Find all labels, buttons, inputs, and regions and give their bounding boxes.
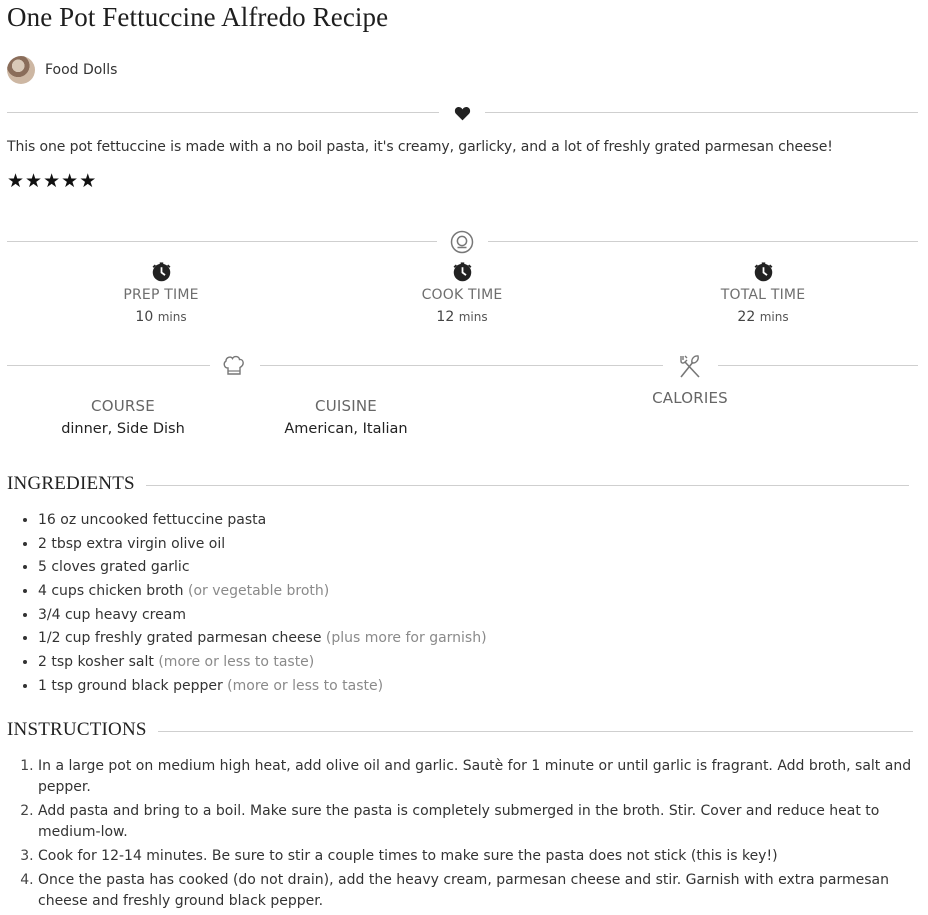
timer-icon [449, 229, 475, 255]
divider-line [146, 485, 909, 486]
cook-time-value [362, 309, 562, 325]
star-icon[interactable]: ★ [7, 170, 25, 192]
star-icon[interactable]: ★ [43, 170, 61, 192]
author-block[interactable] [7, 56, 117, 84]
ingredient-text: 3/4 cup heavy cream [38, 606, 186, 623]
ingredient-note: (plus more for garnish) [321, 630, 487, 647]
recipe-summary: This one pot fettuccine is made with a no boil pasta, it's creamy, garlicky, and a lot of freshly grated parmesan cheese! [7, 139, 833, 155]
chef-hat-icon [220, 354, 248, 378]
ingredient-item [38, 510, 487, 534]
prep-time-unit: mins [157, 310, 187, 324]
instructions-list [20, 756, 928, 915]
ingredient-text: 2 tbsp extra virgin olive oil [38, 535, 226, 552]
ingredient-item [38, 676, 487, 700]
prep-time-value [61, 309, 261, 325]
divider-line [260, 365, 463, 366]
total-time [663, 262, 863, 325]
star-icon[interactable]: ★ [25, 170, 43, 192]
ingredient-item [38, 534, 487, 558]
total-time-number: 22 [737, 309, 756, 325]
ingredient-text: 4 cups chicken broth [38, 583, 184, 600]
clock-icon [151, 262, 172, 283]
fork-knife-icon [676, 354, 704, 380]
prep-time [61, 262, 261, 325]
divider-line [158, 731, 913, 732]
calories-info [590, 389, 790, 407]
instructions-heading: INSTRUCTIONS [7, 719, 147, 740]
instruction-step: 3. Cook for 12-14 minutes. Be sure to stir a couple times to make sure the pasta does not stick (this is key!) [38, 846, 928, 867]
cuisine-label: CUISINE [315, 397, 377, 415]
prep-time-label: PREP TIME [123, 287, 199, 303]
ingredient-text: 2 tsp kosher salt [38, 654, 154, 671]
ingredient-item [38, 628, 487, 652]
course-info [23, 397, 223, 437]
ingredient-item [38, 557, 487, 581]
recipe-title: One Pot Fettuccine Alfredo Recipe [7, 2, 389, 32]
author-name[interactable]: Food Dolls [45, 62, 118, 78]
divider-line [7, 241, 437, 242]
divider-line [7, 365, 210, 366]
cook-time-number: 12 [436, 309, 455, 325]
divider-line [7, 112, 439, 113]
cuisine-value: American, Italian [284, 421, 408, 437]
instruction-step: 2. Add pasta and bring to a boil. Make sure the pasta is completely submerged in the broth. Stir. Cover and reduce heat to medium-low. [38, 801, 928, 843]
ingredient-item [38, 581, 487, 605]
total-time-unit: mins [759, 310, 789, 324]
total-time-value [663, 309, 863, 325]
divider-line [488, 241, 918, 242]
course-label: COURSE [91, 397, 155, 415]
cook-time-unit: mins [458, 310, 488, 324]
ingredient-text: 5 cloves grated garlic [38, 559, 190, 576]
heart-icon [450, 104, 474, 122]
avatar[interactable] [7, 56, 35, 84]
ingredient-note: (more or less to taste) [153, 654, 315, 671]
rating-stars[interactable] [7, 172, 96, 191]
star-icon[interactable]: ★ [79, 170, 97, 192]
course-value: dinner, Side Dish [61, 421, 185, 437]
cuisine-info [246, 397, 446, 437]
calories-label: CALORIES [652, 389, 728, 407]
ingredient-note: (or vegetable broth) [183, 583, 330, 600]
ingredient-item [38, 652, 487, 676]
ingredients-heading: INGREDIENTS [7, 473, 135, 494]
instruction-step: 4. Once the pasta has cooked (do not drain), add the heavy cream, parmesan cheese and stir. Garnish with extra parmesan cheese and freshly ground black pepper. [38, 870, 928, 912]
cook-time-label: COOK TIME [421, 287, 503, 303]
ingredient-note: (more or less to taste) [222, 677, 384, 694]
clock-icon [452, 262, 473, 283]
ingredient-text: 1 tsp ground black pepper [38, 677, 223, 694]
ingredients-list [20, 510, 487, 700]
ingredient-text: 1/2 cup freshly grated parmesan cheese [38, 630, 322, 647]
star-icon[interactable]: ★ [61, 170, 79, 192]
divider-line [718, 365, 918, 366]
cook-time [362, 262, 562, 325]
ingredient-item [38, 605, 487, 629]
clock-icon [753, 262, 774, 283]
total-time-label: TOTAL TIME [720, 287, 806, 303]
ingredient-text: 16 oz uncooked fettuccine pasta [38, 512, 267, 528]
prep-time-number: 10 [135, 309, 154, 325]
instruction-step: 1. In a large pot on medium high heat, add olive oil and garlic. Sautè for 1 minute or until garlic is fragrant. Add broth, salt and pepper. [38, 756, 928, 798]
divider-line [485, 112, 918, 113]
divider-line [463, 365, 663, 366]
